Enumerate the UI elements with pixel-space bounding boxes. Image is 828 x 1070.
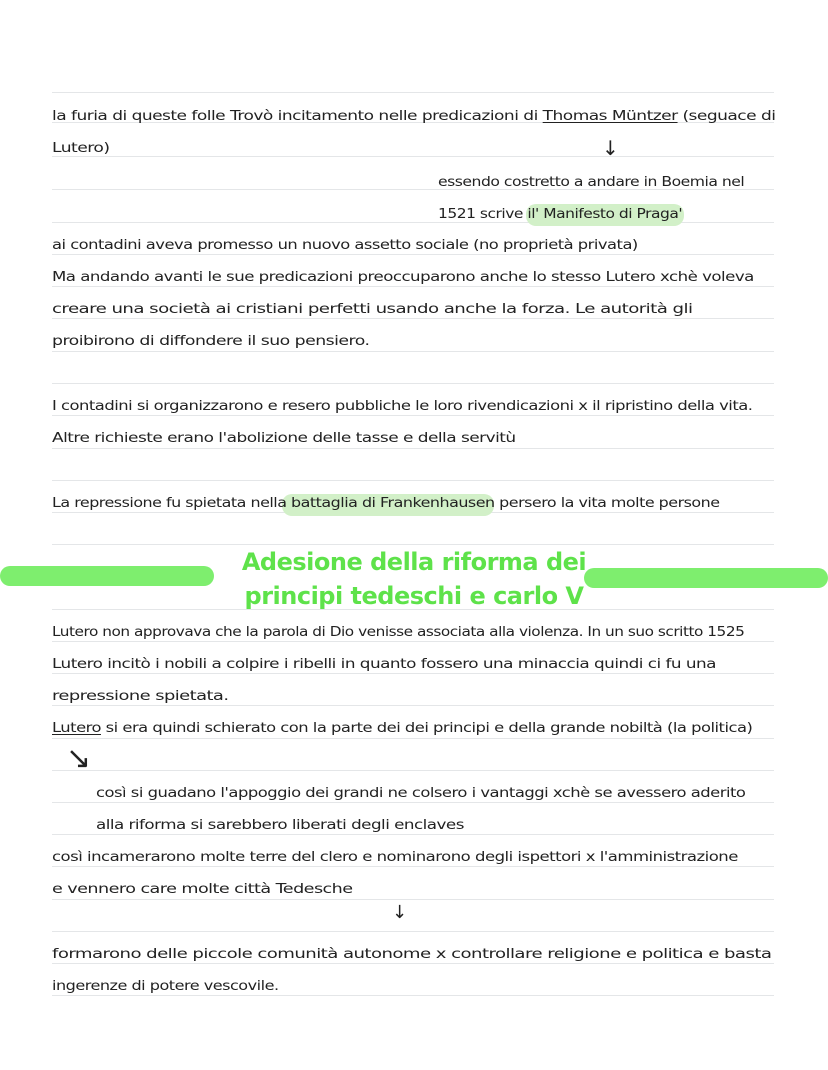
rule-line [52,448,774,449]
text-segment: Lutero non approvava che la parola di Dio venisse associata alla violenza. In un suo scritto 1525 [52,625,745,640]
rule-line [52,866,774,867]
note-line [52,302,692,317]
underlined-text: Lutero [52,721,101,736]
note-line [52,431,516,446]
note-line [438,207,682,222]
text-segment: ai contadini aveva promesso un nuovo assetto sociale (no proprietà privata) [52,238,638,253]
text-segment: creare una società ai cristiani perfetti usando anche la forza. Le autorità gli [52,302,693,317]
rule-line [52,351,774,352]
note-line [52,625,744,640]
rule-line [52,318,774,319]
text-segment: Lutero) [52,141,110,156]
down-arrow-icon-2: ↓ [392,902,408,923]
note-line [52,399,752,414]
rule-line [52,673,774,674]
highlighted-text: Manifesto di Praga' [543,207,683,222]
text-segment: persero la vita molte persone [494,496,720,511]
rule-line [52,641,774,642]
note-line [52,947,771,962]
underlined-text: Thomas Müntzer [542,109,678,124]
note-line [52,882,353,897]
note-line [52,979,279,994]
rule-line [52,383,774,384]
text-segment: alla riforma si sarebbero liberati degli enclaves [96,818,464,833]
rule-line [52,254,774,255]
text-segment: Altre richieste erano l'abolizione delle tasse e della servitù [52,431,516,446]
rule-line [52,963,774,964]
rule-line [52,544,774,545]
text-segment: (seguace di [677,109,776,124]
rule-line [52,802,774,803]
text-segment: così incamerarono molte terre del clero e nominarono degli ispettori x l'amministrazione [52,850,738,865]
text-segment: La repressione fu spietata nella [52,496,292,511]
rule-line [52,738,774,739]
rule-line [52,705,774,706]
note-line [52,109,775,124]
text-segment: repressione spietata. [52,689,229,704]
text-segment: ingerenze di potere vescovile. [52,979,279,994]
text-segment: Ma andando avanti le sue predicazioni preoccuparono anche lo stesso Lutero xchè voleva [52,270,754,285]
down-arrow-icon: ↓ [602,136,619,160]
rule-line [52,286,774,287]
text-segment: la furia di queste folle Trovò incitamento nelle predicazioni di [52,109,543,124]
diagonal-arrow-icon: ↘ [66,741,92,776]
text-segment: Lutero incitò i nobili a colpire i ribelli in quanto fossero una minaccia quindi ci fu una [52,657,716,672]
rule-line [52,92,774,93]
text-segment: essendo costretto a andare in Boemia nel [438,175,745,190]
text-segment: 1521 scrive il' [438,207,544,222]
text-segment: formarono delle piccole comunità autonome x controllare religione e politica e basta [52,947,772,962]
text-segment: si era quindi schierato con la parte dei dei principi e della grande nobiltà (la politica) [100,721,753,736]
note-line [52,850,738,865]
rule-line [52,480,774,481]
note-line [96,786,745,801]
text-segment: proibirono di diffondere il suo pensiero. [52,334,370,349]
note-line [52,721,752,736]
text-segment: I contadini si organizzarono e resero pubbliche le loro rivendicazioni x il ripristino della vita. [52,399,753,414]
note-line [52,496,720,511]
rule-line [52,899,774,900]
rule-line [52,834,774,835]
text-segment: così si guadano l'appoggio dei grandi ne colsero i vantaggi xchè se avessero aderito [96,786,746,801]
note-line [52,334,369,349]
rule-line [52,156,774,157]
note-line [96,818,464,833]
rule-line [52,770,774,771]
note-line [52,689,228,704]
section-heading-line2: principi tedeschi e carlo V [244,582,584,610]
note-line [52,657,716,672]
rule-line [52,415,774,416]
rule-line [52,931,774,932]
note-line [52,270,754,285]
text-segment: e vennero care molte città Tedesche [52,882,353,897]
note-line [52,238,638,253]
section-heading-line1: Adesione della riforma dei [241,548,587,576]
highlighted-text: battaglia di Frankenhausen [291,496,495,511]
note-line [52,141,110,156]
rule-line [52,995,774,996]
note-line [438,175,744,190]
